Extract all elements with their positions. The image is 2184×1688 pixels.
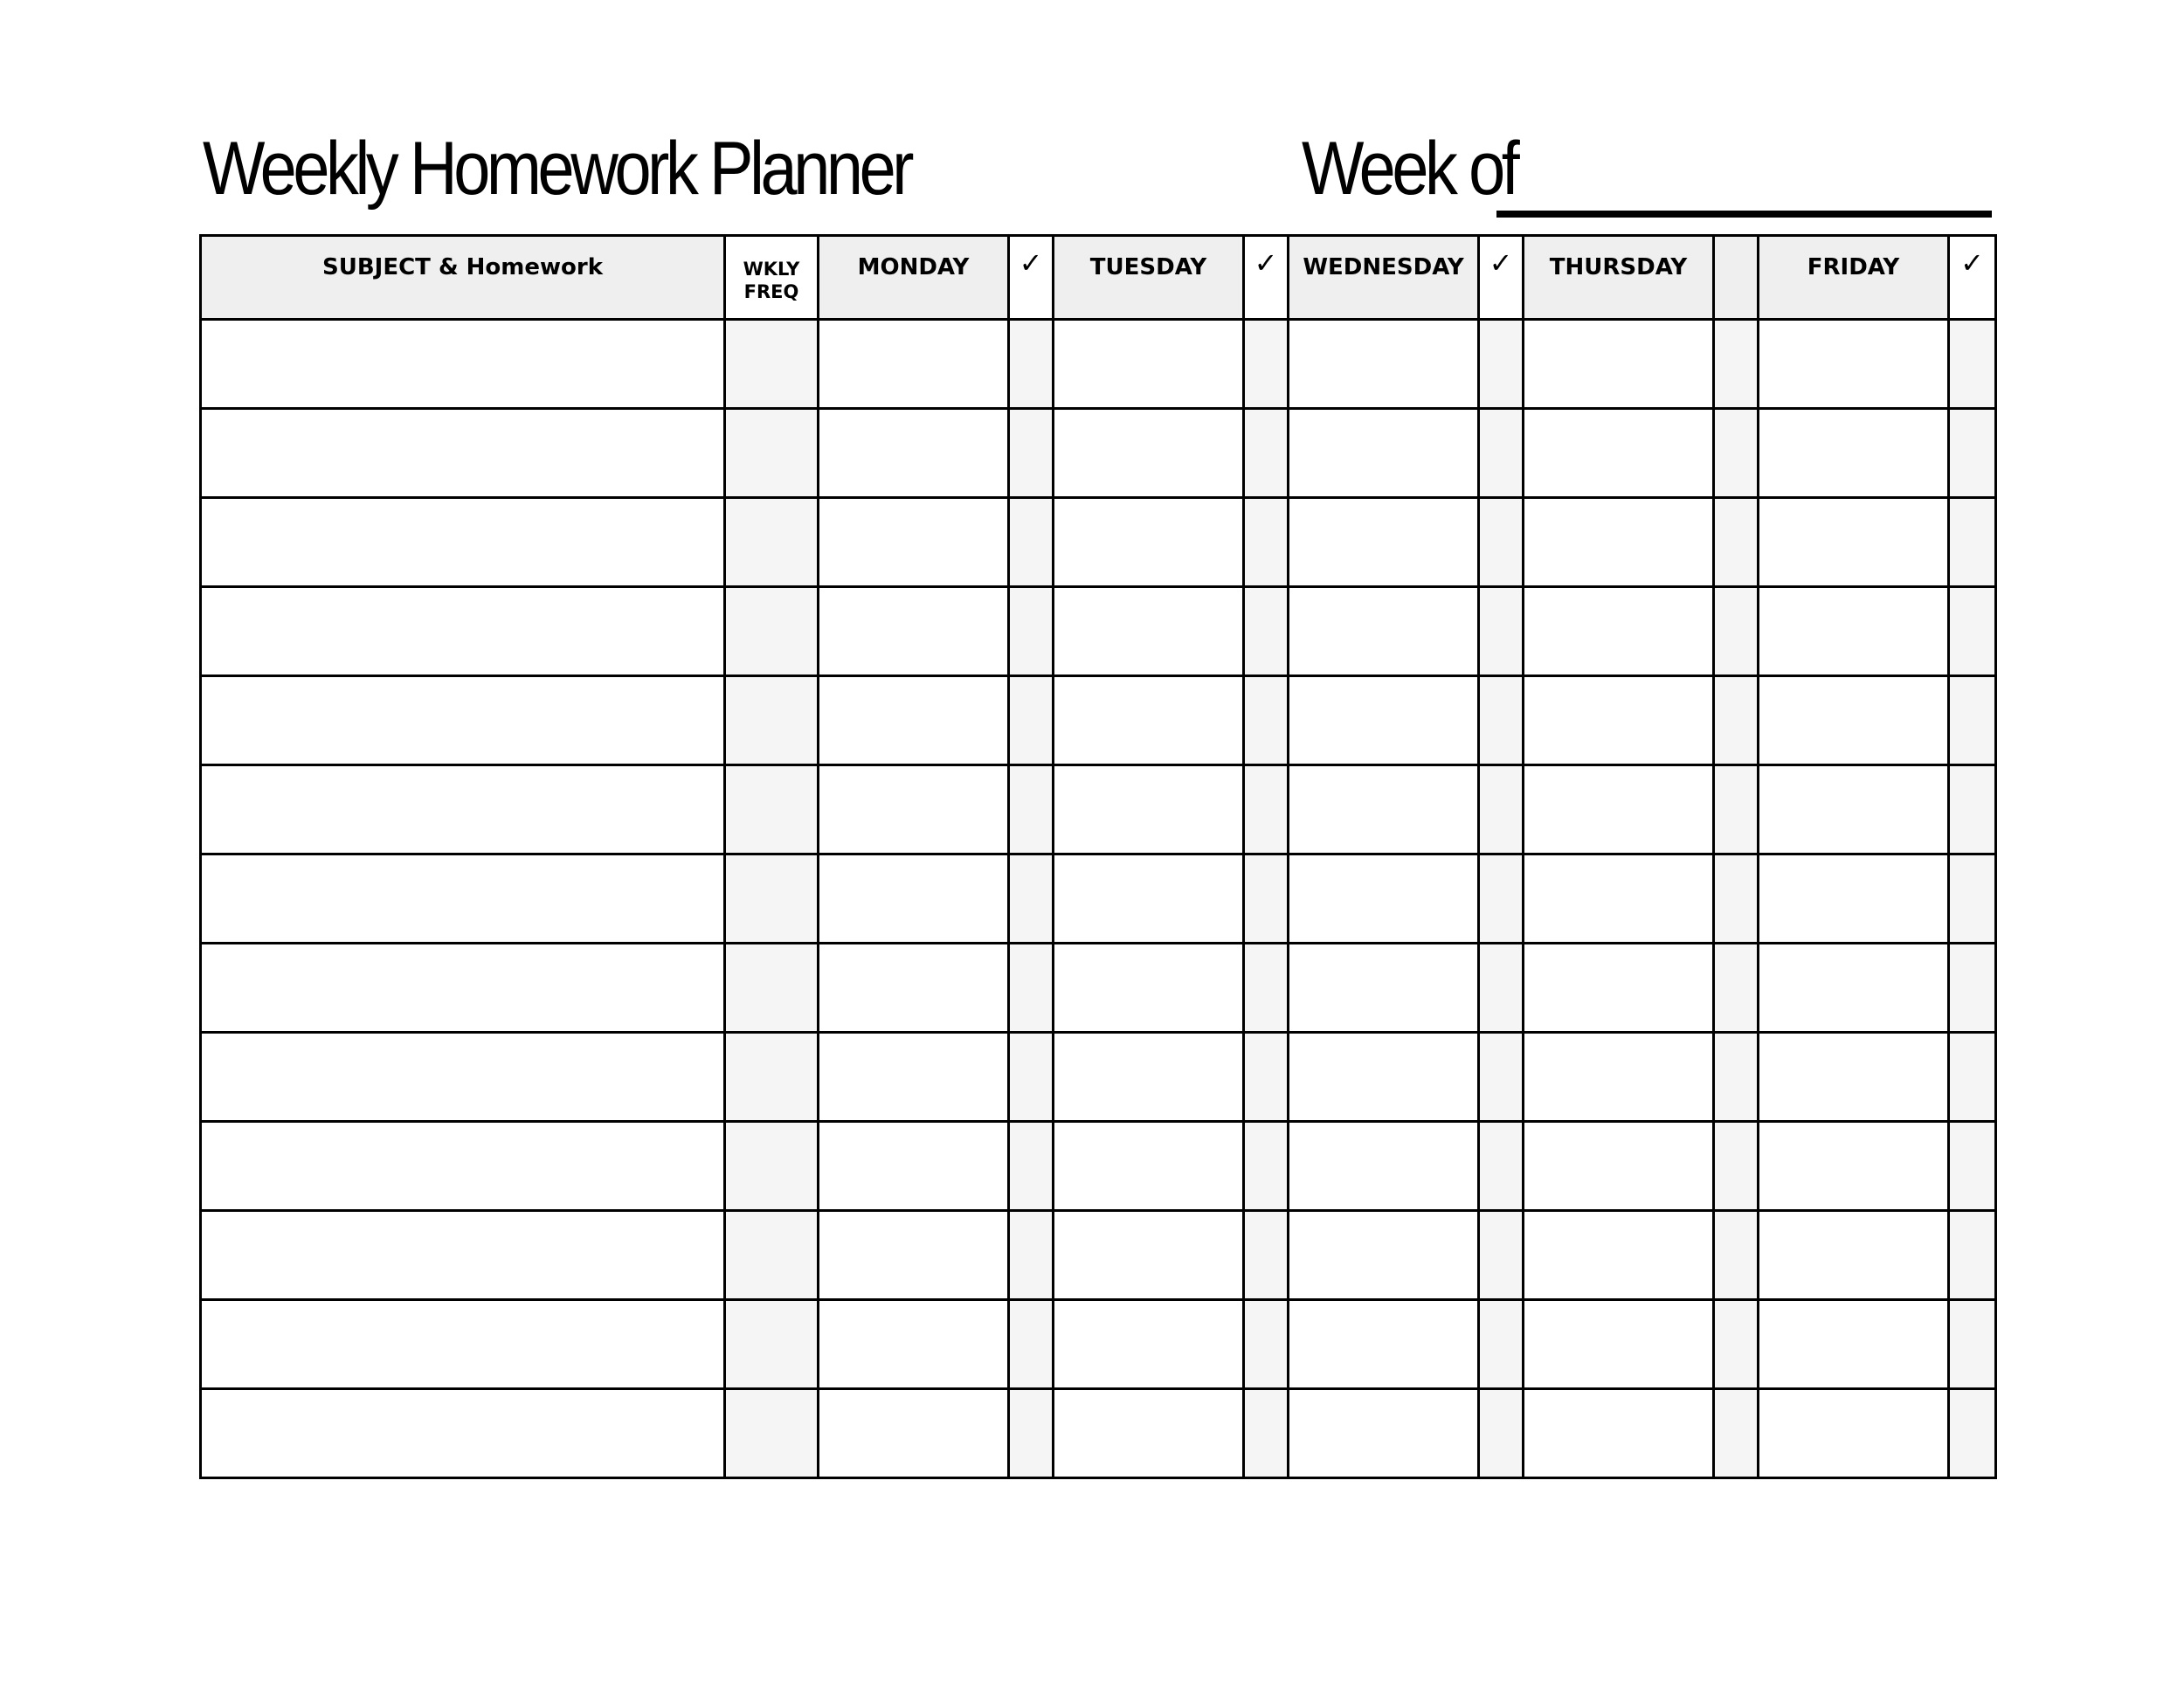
wednesday-check-cell[interactable] bbox=[1479, 1300, 1524, 1389]
wednesday-check-cell[interactable] bbox=[1479, 498, 1524, 587]
monday-check-cell[interactable] bbox=[1009, 409, 1054, 498]
frequency-cell[interactable] bbox=[725, 587, 819, 676]
tuesday-cell[interactable] bbox=[1054, 1033, 1244, 1122]
monday-check-cell[interactable] bbox=[1009, 944, 1054, 1033]
table-row bbox=[201, 498, 1996, 587]
wednesday-cell[interactable] bbox=[1289, 1122, 1479, 1211]
subject-cell[interactable] bbox=[201, 409, 725, 498]
tuesday-check-cell[interactable] bbox=[1244, 498, 1289, 587]
table-row bbox=[201, 587, 1996, 676]
monday-cell[interactable] bbox=[819, 498, 1009, 587]
thursday-check-cell[interactable] bbox=[1714, 1122, 1759, 1211]
monday-cell[interactable] bbox=[819, 1211, 1009, 1300]
tuesday-check-cell[interactable] bbox=[1244, 1122, 1289, 1211]
monday-cell[interactable] bbox=[819, 1300, 1009, 1389]
frequency-cell[interactable] bbox=[725, 1389, 819, 1478]
monday-cell[interactable] bbox=[819, 320, 1009, 409]
tuesday-check-cell[interactable] bbox=[1244, 320, 1289, 409]
week-of-blank-line[interactable] bbox=[1496, 211, 1992, 218]
wednesday-header: WEDNESDAY bbox=[1289, 236, 1479, 320]
subject-cell[interactable] bbox=[201, 320, 725, 409]
tuesday-cell[interactable] bbox=[1054, 498, 1244, 587]
tuesday-cell[interactable] bbox=[1054, 1211, 1244, 1300]
friday-check-cell[interactable] bbox=[1949, 1211, 1996, 1300]
thursday-check-cell[interactable] bbox=[1714, 1389, 1759, 1478]
frequency-cell[interactable] bbox=[725, 765, 819, 854]
frequency-cell[interactable] bbox=[725, 320, 819, 409]
thursday-header: THURSDAY bbox=[1524, 236, 1714, 320]
friday-check-cell[interactable] bbox=[1949, 498, 1996, 587]
wednesday-check-cell[interactable] bbox=[1479, 320, 1524, 409]
tuesday-cell[interactable] bbox=[1054, 587, 1244, 676]
tuesday-check-cell[interactable] bbox=[1244, 587, 1289, 676]
friday-check-cell[interactable] bbox=[1949, 676, 1996, 765]
wednesday-check-cell[interactable] bbox=[1479, 409, 1524, 498]
frequency-cell[interactable] bbox=[725, 1033, 819, 1122]
tuesday-cell[interactable] bbox=[1054, 320, 1244, 409]
wednesday-check-cell[interactable] bbox=[1479, 676, 1524, 765]
thursday-check-cell[interactable] bbox=[1714, 1033, 1759, 1122]
tuesday-cell[interactable] bbox=[1054, 676, 1244, 765]
tuesday-check-cell[interactable] bbox=[1244, 1211, 1289, 1300]
wednesday-cell[interactable] bbox=[1289, 854, 1479, 944]
thursday-cell[interactable] bbox=[1524, 1122, 1714, 1211]
thursday-cell[interactable] bbox=[1524, 1033, 1714, 1122]
wednesday-check-cell[interactable] bbox=[1479, 854, 1524, 944]
monday-check-cell[interactable] bbox=[1009, 854, 1054, 944]
monday-cell[interactable] bbox=[819, 587, 1009, 676]
header-row bbox=[201, 236, 1996, 320]
friday-check-cell[interactable] bbox=[1949, 1122, 1996, 1211]
wednesday-check-cell[interactable] bbox=[1479, 944, 1524, 1033]
wednesday-cell[interactable] bbox=[1289, 587, 1479, 676]
wednesday-cell[interactable] bbox=[1289, 765, 1479, 854]
thursday-check-cell[interactable] bbox=[1714, 854, 1759, 944]
table-row bbox=[201, 1033, 1996, 1122]
wednesday-cell[interactable] bbox=[1289, 498, 1479, 587]
monday-check-cell[interactable] bbox=[1009, 1211, 1054, 1300]
thursday-cell[interactable] bbox=[1524, 409, 1714, 498]
friday-cell[interactable] bbox=[1759, 320, 1949, 409]
friday-check-cell[interactable] bbox=[1949, 409, 1996, 498]
week-of-label: Week of bbox=[1302, 127, 1517, 211]
thursday-cell[interactable] bbox=[1524, 1389, 1714, 1478]
friday-cell[interactable] bbox=[1759, 676, 1949, 765]
wednesday-cell[interactable] bbox=[1289, 1389, 1479, 1478]
friday-check-cell[interactable] bbox=[1949, 320, 1996, 409]
tuesday-check-header: ✓ bbox=[1244, 236, 1289, 320]
friday-header: FRIDAY bbox=[1759, 236, 1949, 320]
monday-header: MONDAY bbox=[819, 236, 1009, 320]
friday-cell[interactable] bbox=[1759, 765, 1949, 854]
friday-check-cell[interactable] bbox=[1949, 765, 1996, 854]
page-title: Weekly Homework Planner bbox=[203, 127, 911, 211]
wednesday-check-cell[interactable] bbox=[1479, 587, 1524, 676]
wednesday-cell[interactable] bbox=[1289, 1300, 1479, 1389]
thursday-check-header bbox=[1714, 236, 1759, 320]
frequency-cell[interactable] bbox=[725, 1300, 819, 1389]
monday-cell[interactable] bbox=[819, 1389, 1009, 1478]
thursday-check-cell[interactable] bbox=[1714, 409, 1759, 498]
monday-check-cell[interactable] bbox=[1009, 587, 1054, 676]
frequency-cell[interactable] bbox=[725, 1211, 819, 1300]
table-row bbox=[201, 1211, 1996, 1300]
monday-check-header: ✓ bbox=[1009, 236, 1054, 320]
thursday-check-cell[interactable] bbox=[1714, 587, 1759, 676]
monday-check-cell[interactable] bbox=[1009, 676, 1054, 765]
tuesday-check-cell[interactable] bbox=[1244, 1033, 1289, 1122]
tuesday-header: TUESDAY bbox=[1054, 236, 1244, 320]
tuesday-check-cell[interactable] bbox=[1244, 1300, 1289, 1389]
tuesday-check-cell[interactable] bbox=[1244, 944, 1289, 1033]
subject-cell[interactable] bbox=[201, 676, 725, 765]
friday-cell[interactable] bbox=[1759, 1300, 1949, 1389]
monday-check-cell[interactable] bbox=[1009, 1389, 1054, 1478]
thursday-check-cell[interactable] bbox=[1714, 676, 1759, 765]
tuesday-cell[interactable] bbox=[1054, 1300, 1244, 1389]
freq-header-line1: WKLY bbox=[743, 259, 800, 280]
table-row bbox=[201, 676, 1996, 765]
wednesday-cell[interactable] bbox=[1289, 676, 1479, 765]
tuesday-check-cell[interactable] bbox=[1244, 409, 1289, 498]
friday-check-cell[interactable] bbox=[1949, 1389, 1996, 1478]
tuesday-check-cell[interactable] bbox=[1244, 765, 1289, 854]
tuesday-cell[interactable] bbox=[1054, 944, 1244, 1033]
monday-check-cell[interactable] bbox=[1009, 320, 1054, 409]
friday-check-cell[interactable] bbox=[1949, 1033, 1996, 1122]
subject-cell[interactable] bbox=[201, 944, 725, 1033]
wednesday-check-header: ✓ bbox=[1479, 236, 1524, 320]
subject-cell[interactable] bbox=[201, 1300, 725, 1389]
wednesday-cell[interactable] bbox=[1289, 409, 1479, 498]
tuesday-check-cell[interactable] bbox=[1244, 676, 1289, 765]
subject-cell[interactable] bbox=[201, 498, 725, 587]
thursday-cell[interactable] bbox=[1524, 320, 1714, 409]
friday-cell[interactable] bbox=[1759, 409, 1949, 498]
table-row bbox=[201, 944, 1996, 1033]
subject-cell[interactable] bbox=[201, 1211, 725, 1300]
friday-cell[interactable] bbox=[1759, 1389, 1949, 1478]
tuesday-check-cell[interactable] bbox=[1244, 854, 1289, 944]
friday-cell[interactable] bbox=[1759, 587, 1949, 676]
freq-header-line2: FREQ bbox=[743, 281, 799, 302]
monday-cell[interactable] bbox=[819, 676, 1009, 765]
frequency-cell[interactable] bbox=[725, 409, 819, 498]
thursday-cell[interactable] bbox=[1524, 676, 1714, 765]
thursday-check-cell[interactable] bbox=[1714, 944, 1759, 1033]
tuesday-cell[interactable] bbox=[1054, 1389, 1244, 1478]
friday-check-cell[interactable] bbox=[1949, 854, 1996, 944]
weekly-frequency-header bbox=[725, 236, 819, 320]
tuesday-cell[interactable] bbox=[1054, 409, 1244, 498]
wednesday-check-cell[interactable] bbox=[1479, 765, 1524, 854]
table-body bbox=[201, 320, 1996, 1478]
thursday-cell[interactable] bbox=[1524, 498, 1714, 587]
thursday-cell[interactable] bbox=[1524, 1211, 1714, 1300]
tuesday-cell[interactable] bbox=[1054, 854, 1244, 944]
friday-check-cell[interactable] bbox=[1949, 944, 1996, 1033]
tuesday-cell[interactable] bbox=[1054, 765, 1244, 854]
friday-check-header: ✓ bbox=[1949, 236, 1996, 320]
wednesday-check-cell[interactable] bbox=[1479, 1389, 1524, 1478]
homework-table bbox=[199, 234, 1997, 1479]
tuesday-check-cell[interactable] bbox=[1244, 1389, 1289, 1478]
friday-cell[interactable] bbox=[1759, 854, 1949, 944]
wednesday-cell[interactable] bbox=[1289, 944, 1479, 1033]
friday-cell[interactable] bbox=[1759, 1211, 1949, 1300]
monday-cell[interactable] bbox=[819, 944, 1009, 1033]
tuesday-cell[interactable] bbox=[1054, 1122, 1244, 1211]
thursday-check-cell[interactable] bbox=[1714, 1300, 1759, 1389]
table-row bbox=[201, 1389, 1996, 1478]
subject-header: SUBJECT & Homework bbox=[201, 236, 725, 320]
monday-check-cell[interactable] bbox=[1009, 1033, 1054, 1122]
wednesday-check-cell[interactable] bbox=[1479, 1122, 1524, 1211]
table-row bbox=[201, 1122, 1996, 1211]
thursday-cell[interactable] bbox=[1524, 854, 1714, 944]
monday-cell[interactable] bbox=[819, 765, 1009, 854]
friday-check-cell[interactable] bbox=[1949, 587, 1996, 676]
table-row bbox=[201, 765, 1996, 854]
thursday-cell[interactable] bbox=[1524, 944, 1714, 1033]
frequency-cell[interactable] bbox=[725, 498, 819, 587]
subject-cell[interactable] bbox=[201, 1033, 725, 1122]
wednesday-check-cell[interactable] bbox=[1479, 1211, 1524, 1300]
monday-check-cell[interactable] bbox=[1009, 1300, 1054, 1389]
subject-cell[interactable] bbox=[201, 1122, 725, 1211]
thursday-cell[interactable] bbox=[1524, 587, 1714, 676]
thursday-cell[interactable] bbox=[1524, 765, 1714, 854]
monday-cell[interactable] bbox=[819, 1122, 1009, 1211]
monday-cell[interactable] bbox=[819, 854, 1009, 944]
thursday-check-cell[interactable] bbox=[1714, 498, 1759, 587]
friday-cell[interactable] bbox=[1759, 498, 1949, 587]
monday-check-cell[interactable] bbox=[1009, 765, 1054, 854]
subject-cell[interactable] bbox=[201, 587, 725, 676]
monday-cell[interactable] bbox=[819, 409, 1009, 498]
monday-check-cell[interactable] bbox=[1009, 1122, 1054, 1211]
table-row bbox=[201, 1300, 1996, 1389]
frequency-cell[interactable] bbox=[725, 854, 819, 944]
friday-check-cell[interactable] bbox=[1949, 1300, 1996, 1389]
wednesday-cell[interactable] bbox=[1289, 320, 1479, 409]
table-row bbox=[201, 320, 1996, 409]
friday-cell[interactable] bbox=[1759, 944, 1949, 1033]
monday-check-cell[interactable] bbox=[1009, 498, 1054, 587]
frequency-cell[interactable] bbox=[725, 1122, 819, 1211]
friday-cell[interactable] bbox=[1759, 1122, 1949, 1211]
monday-cell[interactable] bbox=[819, 1033, 1009, 1122]
table-row bbox=[201, 854, 1996, 944]
wednesday-check-cell[interactable] bbox=[1479, 1033, 1524, 1122]
subject-cell[interactable] bbox=[201, 854, 725, 944]
table-row bbox=[201, 409, 1996, 498]
thursday-check-cell[interactable] bbox=[1714, 320, 1759, 409]
wednesday-cell[interactable] bbox=[1289, 1211, 1479, 1300]
friday-cell[interactable] bbox=[1759, 1033, 1949, 1122]
frequency-cell[interactable] bbox=[725, 676, 819, 765]
wednesday-cell[interactable] bbox=[1289, 1033, 1479, 1122]
thursday-cell[interactable] bbox=[1524, 1300, 1714, 1389]
thursday-check-cell[interactable] bbox=[1714, 765, 1759, 854]
frequency-cell[interactable] bbox=[725, 944, 819, 1033]
subject-cell[interactable] bbox=[201, 1389, 725, 1478]
thursday-check-cell[interactable] bbox=[1714, 1211, 1759, 1300]
subject-cell[interactable] bbox=[201, 765, 725, 854]
